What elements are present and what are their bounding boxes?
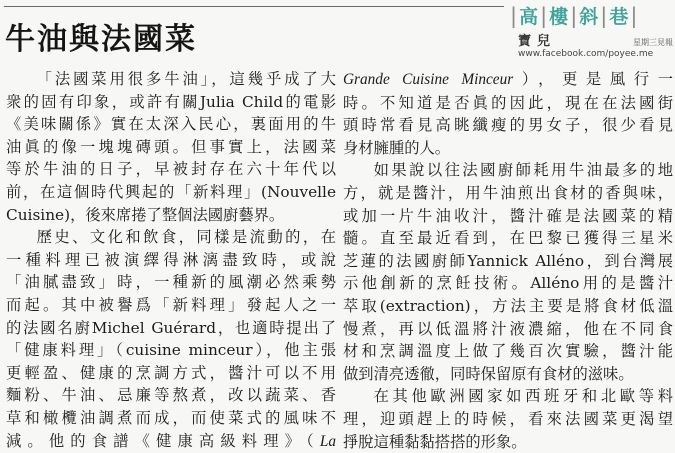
text-line: 麵粉、牛油、忌廉等熬煮，改以蔬菜、香 <box>6 384 336 407</box>
text-line: 示他創新的烹飪技術。Alléno用的是醬汁 <box>343 272 673 295</box>
text-line: 做到清亮透徹，同時保留原有食材的滋味。 <box>343 363 673 386</box>
text-line: 或加一片牛油收汁，醬汁確是法國菜的精 <box>343 205 673 228</box>
text-line: 材和烹調溫度上做了幾百次實驗，醬汁能 <box>343 340 673 363</box>
text-line: 髓。直至最近看到，在巴黎已獲得三星米 <box>343 227 673 250</box>
facebook-link[interactable]: www.facebook.com/poyee.me <box>508 49 673 59</box>
text-line: 等於牛油的日子，早被封存在六十年代以 <box>6 158 336 181</box>
text-line: 前，在這個時代興起的「新料理」(Nouvelle <box>6 181 336 204</box>
text-line: 「健康料理」（cuisine minceur），他主張 <box>6 339 336 362</box>
text-line: 歷史、文化和飲食，同樣是流動的，在 <box>6 226 336 249</box>
text-line: 理，迎頭趕上的時候，看來法國菜更渴望 <box>343 408 673 431</box>
text-line: 減。他的食譜《健康高級料理》（La <box>6 430 336 453</box>
text-line: 油眞的像一塊塊磚頭。但事實上，法國菜 <box>6 136 336 159</box>
text-line: 《美味關係》實在太深入民心，裏面用的牛 <box>6 113 336 136</box>
column-title-char: 斜 <box>579 2 598 29</box>
text-line: Grande Cuisine Minceur），更是風行一 <box>343 68 673 92</box>
text-line: 在其他歐洲國家如西班牙和北歐等料 <box>343 385 673 408</box>
text-line: 更輕盈、健康的烹調方式，醬汁可以不用 <box>6 362 336 385</box>
text-line: 一種料理已被演繹得淋漓盡致時，或說 <box>6 249 336 272</box>
text-line: 而起。其中被譽爲「新料理」發起人之一 <box>6 294 336 317</box>
italic-title-fragment: Grande Cuisine Minceur <box>343 71 513 88</box>
text-line: 草和橄欖油調煮而成，而使菜式的風味不 <box>6 407 336 430</box>
text-line: 芝蓮的法國廚師Yannick Alléno，到台灣展 <box>343 250 673 273</box>
text-line: 頭時常看見高眺纖瘦的男女子，很少看見 <box>343 114 673 137</box>
text-line: 萃取(extraction)，方法主要是將食材低溫 <box>343 295 673 318</box>
top-rule <box>4 6 504 7</box>
text-line: 如果說以往法國廚師耗用牛油最多的地 <box>343 159 673 182</box>
text-line: 衆的固有印象，或許有關Julia Child的電影 <box>6 91 336 114</box>
text-line: 掙脫這種黏黏搭搭的形象。 <box>343 431 673 453</box>
author-name: 寶兒 <box>518 30 556 49</box>
column-title: | 高 | 樓 | 斜 | 巷 | <box>508 2 673 29</box>
text-line: 方，就是醬汁，用牛油煎出食材的香與味， <box>343 182 673 205</box>
text-line: 身材臃腫的人。 <box>343 137 673 160</box>
text-line: Cuisine)，後來席捲了整個法國廚藝界。 <box>6 204 336 227</box>
text-line: 慢煮，再以低溫將汁液濃縮，他在不同食 <box>343 318 673 341</box>
text-line: 的法國名廚Michel Guérard，也適時提出了 <box>6 317 336 340</box>
byline <box>508 30 673 49</box>
article-column-left <box>6 68 336 453</box>
text-line: 時。不知道是否眞的因此，現在在法國街 <box>343 92 673 115</box>
column-title-char: 高 <box>519 2 538 29</box>
publication-schedule: 星期三見報 <box>633 37 673 48</box>
article-headline: 牛油與法國菜 <box>5 14 197 58</box>
article-column-right <box>343 68 673 453</box>
column-title-char: 樓 <box>549 2 568 29</box>
column-title-char: 巷 <box>609 2 628 29</box>
text-line: 「法國菜用很多牛油」，這幾乎成了大 <box>6 68 336 91</box>
italic-title-fragment: La <box>320 433 336 450</box>
text-line: 「油膩盡致」時，一種新的風潮必然乘勢 <box>6 271 336 294</box>
column-masthead <box>508 2 673 59</box>
